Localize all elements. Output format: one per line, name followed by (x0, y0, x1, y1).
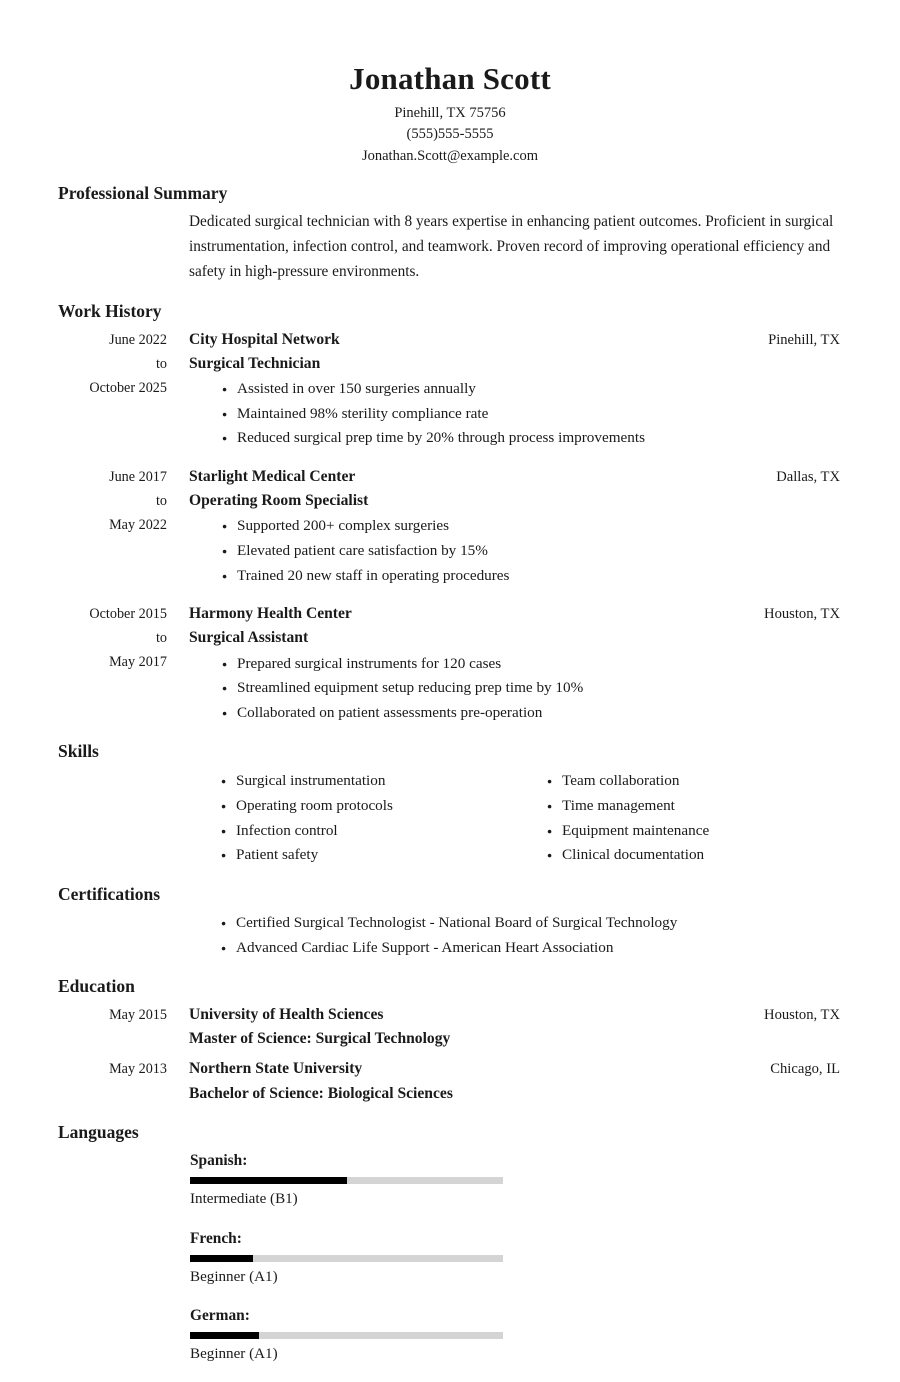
section-skills (0, 741, 900, 868)
skills-column-left (221, 768, 547, 868)
list-item: ● Clinical documentation (547, 843, 873, 868)
section-professional-summary (0, 183, 900, 285)
language-proficiency-bar (190, 1332, 503, 1339)
education-entry-main (167, 1003, 840, 1051)
certifications-list (189, 911, 840, 960)
languages-grid (189, 1149, 840, 1382)
skills-list-left (221, 769, 547, 868)
section-title-skills: Skills (58, 741, 99, 762)
work-entry-end-date: May 2017 (109, 653, 167, 670)
skills-columns (189, 768, 840, 868)
skills-list-right (547, 769, 873, 868)
language-name: German: (190, 1307, 250, 1325)
work-entry (58, 602, 840, 725)
contact-email: Jonathan.Scott@example.com (361, 147, 539, 164)
work-entry-main (167, 602, 840, 725)
list-item: ● Streamlined equipment setup reducing prep time by 10% (222, 676, 840, 701)
language-item (190, 1227, 519, 1289)
section-title-work-history: Work History (58, 300, 162, 321)
section-title-summary: Professional Summary (58, 183, 228, 204)
education-degree: Bachelor of Science: Biological Sciences (189, 1084, 453, 1102)
language-level: Intermediate (B1) (190, 1190, 298, 1207)
education-institution: Northern State University (189, 1060, 363, 1078)
education-entry (58, 1003, 840, 1051)
education-location: Houston, TX (764, 1007, 840, 1024)
work-entry-date-separator: to (155, 630, 167, 647)
work-entry (58, 465, 840, 588)
work-entry-end-date: October 2025 (89, 379, 167, 396)
work-entry-start-date: October 2015 (89, 606, 167, 623)
work-entry-location: Pinehill, TX (768, 331, 840, 348)
section-title-education: Education (58, 976, 135, 997)
list-item: ● Collaborated on patient assessments pre-operation (222, 701, 840, 726)
work-entry-organization: Harmony Health Center (189, 605, 352, 623)
work-entry-main (167, 465, 840, 588)
work-entry-role: Surgical Technician (189, 355, 321, 372)
list-item: ● Patient safety (221, 843, 547, 868)
list-item: ● Time management (547, 794, 873, 819)
skills-column-right (547, 768, 873, 868)
work-entry-head (189, 328, 840, 352)
section-title-certifications: Certifications (58, 883, 161, 904)
resume-header (0, 0, 900, 167)
work-entry-role: Operating Room Specialist (189, 492, 369, 510)
list-item: ● Equipment maintenance (547, 819, 873, 844)
education-entry (58, 1057, 840, 1105)
work-entry-dates (58, 328, 167, 401)
education-location: Chicago, IL (770, 1061, 840, 1078)
work-entry-date-separator: to (155, 492, 167, 509)
languages-body (58, 1149, 840, 1382)
education-date: May 2013 (109, 1061, 167, 1078)
education-degree: Master of Science: Surgical Technology (189, 1030, 451, 1048)
language-proficiency-fill (190, 1177, 347, 1184)
language-name: Spanish: (190, 1151, 248, 1169)
work-entry-head (189, 602, 840, 626)
work-entry (58, 328, 840, 451)
education-entry-date (58, 1057, 167, 1082)
list-item: ● Advanced Cardiac Life Support - American Heart Association (221, 936, 840, 961)
language-level: Beginner (A1) (190, 1268, 278, 1285)
contact-phone: (555)555-5555 (406, 126, 494, 143)
section-languages (0, 1122, 900, 1382)
language-proficiency-fill (190, 1255, 253, 1262)
list-item: ● Elevated patient care satisfaction by 15% (222, 539, 840, 564)
contact-address: Pinehill, TX 75756 (394, 104, 506, 121)
list-item: ● Surgical instrumentation (221, 769, 547, 794)
work-entry-role: Surgical Assistant (189, 629, 309, 647)
list-item: ● Supported 200+ complex surgeries (222, 514, 840, 539)
education-entry-head (189, 1003, 840, 1027)
work-entry-start-date: June 2022 (109, 331, 167, 348)
list-item: ● Reduced surgical prep time by 20% through process improvements (222, 426, 840, 451)
list-item: ● Operating room protocols (221, 794, 547, 819)
list-item: ● Prepared surgical instruments for 120 cases (222, 652, 840, 677)
list-item: ● Team collaboration (547, 769, 873, 794)
education-entry-head (189, 1057, 840, 1081)
candidate-name: Jonathan Scott (349, 61, 551, 96)
language-item (190, 1304, 519, 1366)
language-level: Beginner (A1) (190, 1346, 278, 1363)
section-certifications (0, 884, 900, 960)
education-entry-date (58, 1003, 167, 1028)
section-title-languages: Languages (58, 1121, 139, 1142)
work-entry-bullets (189, 377, 840, 451)
language-name: French: (190, 1229, 242, 1247)
work-entry-organization: Starlight Medical Center (189, 468, 356, 486)
language-proficiency-bar (190, 1255, 503, 1262)
work-entry-bullets (189, 652, 840, 726)
work-entry-location: Dallas, TX (776, 469, 840, 486)
language-item (190, 1149, 519, 1211)
list-item: ● Trained 20 new staff in operating procedures (222, 564, 840, 589)
skills-body (58, 768, 840, 868)
list-item: ● Certified Surgical Technologist - National Board of Surgical Technology (221, 911, 840, 936)
certifications-body (58, 911, 840, 960)
work-entry-start-date: June 2017 (109, 469, 167, 486)
list-item: ● Maintained 98% sterility compliance rate (222, 402, 840, 427)
summary-text: Dedicated surgical technician with 8 years expertise in enhancing patient outcomes. Proficient in surgical instrumentation, infection control, and teamwork. Proven record of improving operational efficiency and safety in high-pressure environments. (189, 213, 834, 280)
summary-body (58, 210, 840, 285)
work-entry-dates (58, 602, 167, 675)
education-institution: University of Health Sciences (189, 1006, 384, 1024)
work-entry-end-date: May 2022 (109, 516, 167, 533)
work-entry-bullets (189, 514, 840, 588)
work-entry-date-separator: to (155, 355, 167, 372)
education-entry-main (167, 1057, 840, 1105)
work-entry-main (167, 328, 840, 451)
section-work-history (0, 301, 900, 726)
section-education (0, 976, 900, 1106)
list-item: ● Infection control (221, 819, 547, 844)
work-entry-dates (58, 465, 167, 538)
language-proficiency-bar (190, 1177, 503, 1184)
work-entry-organization: City Hospital Network (189, 330, 340, 348)
language-proficiency-fill (190, 1332, 259, 1339)
work-entry-head (189, 465, 840, 489)
list-item: ● Assisted in over 150 surgeries annually (222, 377, 840, 402)
work-entry-location: Houston, TX (764, 606, 840, 623)
education-date: May 2015 (109, 1007, 167, 1024)
